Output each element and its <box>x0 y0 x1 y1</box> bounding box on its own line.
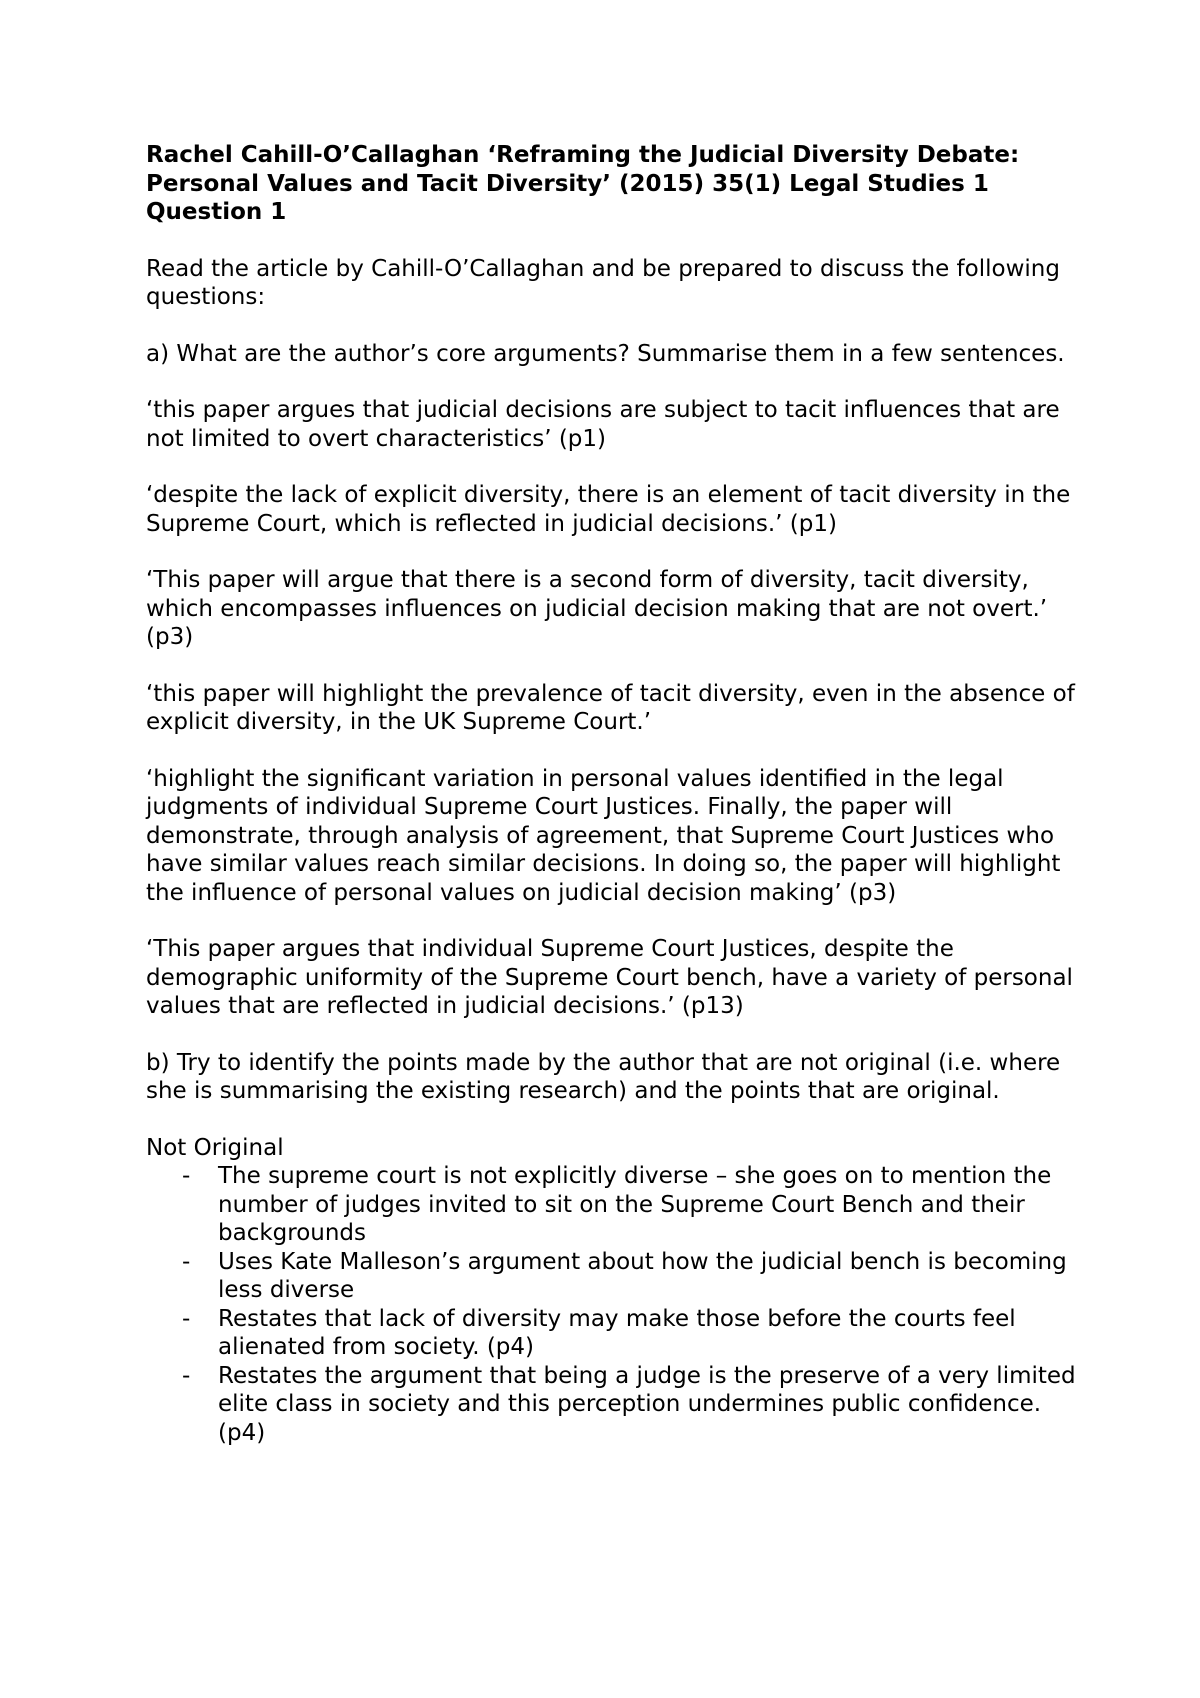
question-a: a) What are the author’s core arguments? Summarise them in a few sentences. <box>146 340 1065 367</box>
list-item <box>146 1362 1086 1448</box>
citation-heading: Rachel Cahill-O’Callaghan ‘Reframing the Judicial Diversity Debate: Personal Values and Tacit Diversity’ (2015) 35(1) Legal Studies 1 <box>146 142 1020 197</box>
quote-4: ‘this paper will highlight the prevalence of tacit diversity, even in the absence of explicit diversity, in the UK Supreme Court.’ <box>146 680 1075 735</box>
quote-1: ‘this paper argues that judicial decisions are subject to tacit influences that are not limited to overt characteristics’ (p1) <box>146 397 1060 452</box>
quote-2: ‘despite the lack of explicit diversity, there is an element of tacit diversity in the Supreme Court, which is reflected in judicial decisions.’ (p1) <box>146 482 1071 537</box>
question-label: Question 1 <box>146 199 287 225</box>
list-item-text: Restates the argument that being a judge is the preserve of a very limited elite class in society and this perception undermines public confidence. (p4) <box>218 1362 1076 1446</box>
not-original-list <box>146 1162 1086 1447</box>
bullet-dash: - <box>182 1163 191 1189</box>
not-original-label: Not Original <box>146 1134 284 1161</box>
list-item-text: The supreme court is not explicitly diverse – she goes on to mention the number of judges invited to sit on the Supreme Court Bench and their backgrounds <box>218 1163 1052 1246</box>
list-item-text: Restates that lack of diversity may make those before the courts feel alienated from society. (p4) <box>218 1305 1016 1360</box>
intro-paragraph: Read the article by Cahill-O’Callaghan and be prepared to discuss the following questions: <box>146 255 1060 310</box>
list-item <box>146 1162 1086 1248</box>
bullet-dash: - <box>182 1248 191 1275</box>
bullet-dash: - <box>182 1362 191 1389</box>
quote-3: ‘This paper will argue that there is a second form of diversity, tacit diversity, which encompasses influences on judicial decision making that are not overt.’ (p3) <box>146 567 1048 650</box>
quote-6: ‘This paper argues that individual Supreme Court Justices, despite the demographic uniformity of the Supreme Court bench, have a variety of personal values that are reflected in judicial decisions.’ (p13) <box>146 936 1073 1019</box>
document-page <box>146 141 1086 1447</box>
list-item-text: Uses Kate Malleson’s argument about how the judicial bench is becoming less diverse <box>218 1248 1067 1303</box>
quote-5: ‘highlight the significant variation in personal values identified in the legal judgments of individual Supreme Court Justices. Finally, the paper will demonstrate, through analysis of agreement, that Supreme Court Justices who have similar values reach similar decisions. In doing so, the paper will highlight the influence of personal values on judicial decision making’ (p3) <box>146 765 1061 906</box>
question-b: b) Try to identify the points made by the author that are not original (i.e. where she is summarising the existing research) and the points that are original. <box>146 1049 1061 1104</box>
bullet-dash: - <box>182 1305 191 1332</box>
list-item <box>146 1305 1086 1362</box>
list-item <box>146 1248 1086 1305</box>
